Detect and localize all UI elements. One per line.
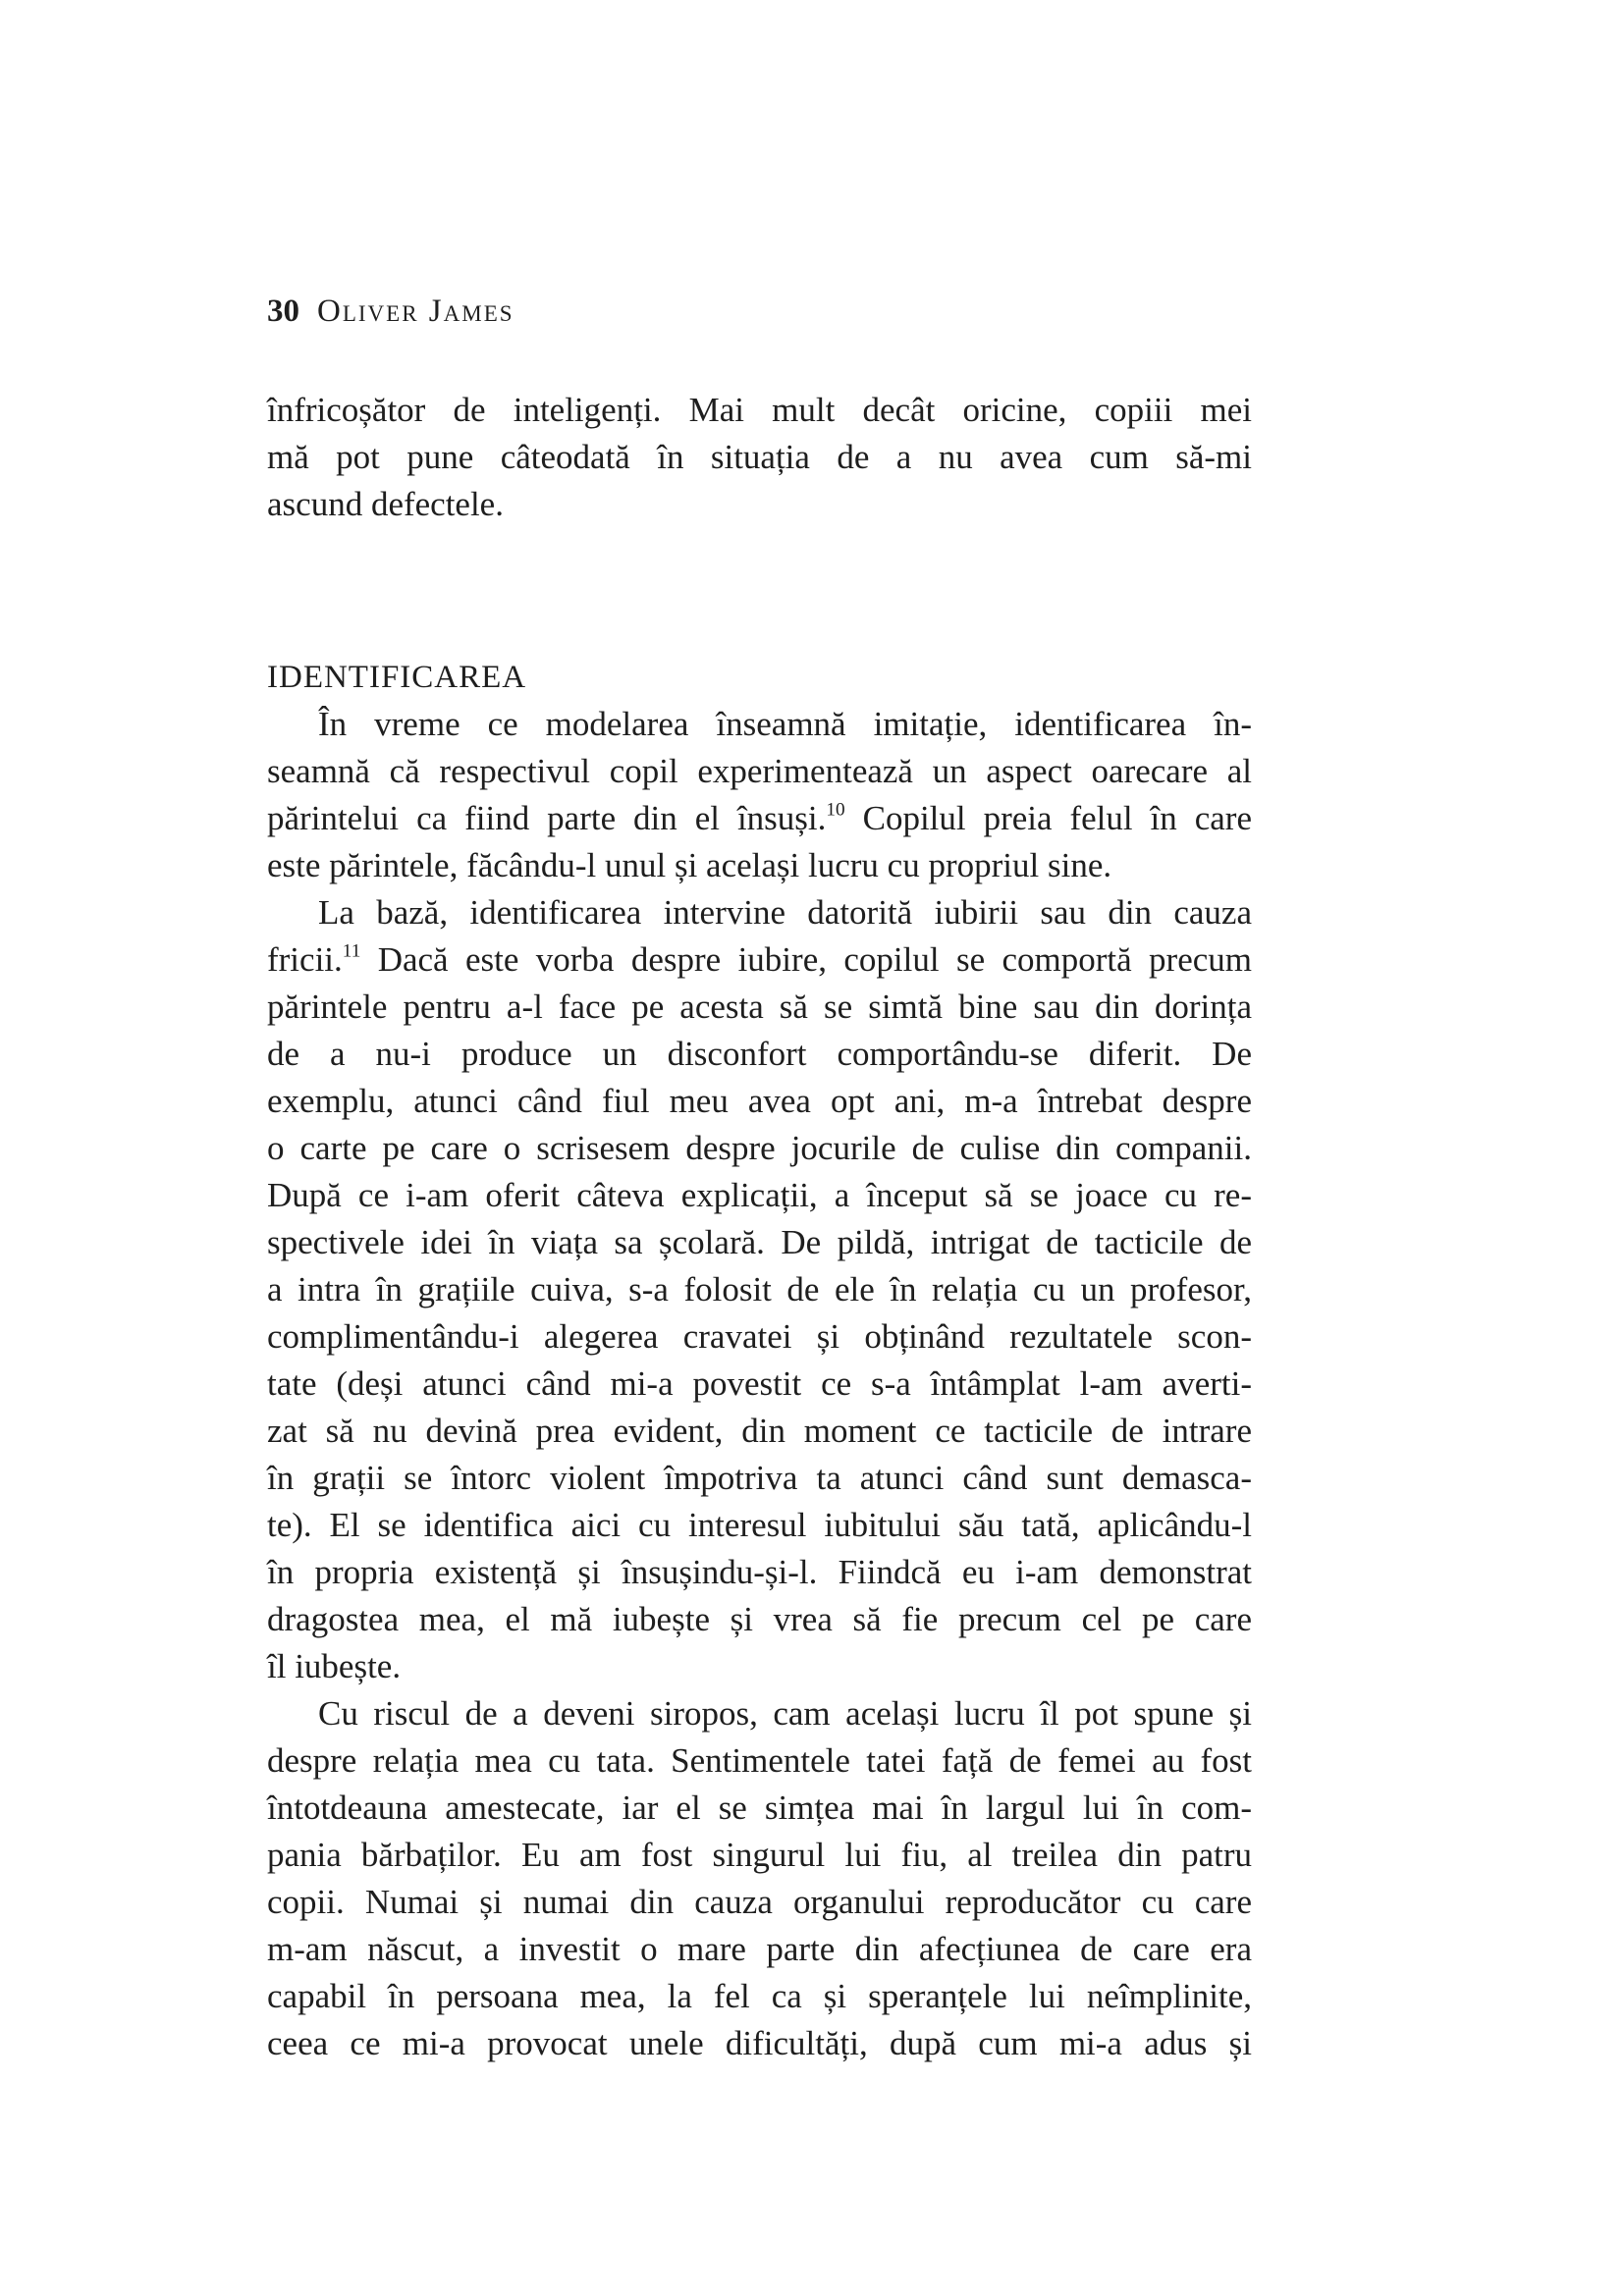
text-segment: Copilul preia felul în care [844,799,1252,837]
text-line: copii. Numai și numai din cauza organului reproducător cu care [267,1883,1252,1921]
text-line: spectivele idei în viața sa școlară. De pildă, intrigat de tacticile de [267,1223,1252,1261]
text-line: despre relația mea cu tata. Sentimentele tatei față de femei au fost [267,1741,1252,1780]
page-number: 30 [267,294,299,329]
text-line: După ce i-am oferit câteva explicații, a început să se joace cu re- [267,1176,1252,1214]
text-line: complimentându-i alegerea cravatei și obținând rezultatele scon- [267,1317,1252,1356]
text-line: de a nu-i produce un disconfort comportându-se diferit. De [267,1035,1252,1073]
book-page [267,0,1252,2296]
text-line: tate (deși atunci când mi-a povestit ce s-a întâmplat l-am averti- [267,1364,1252,1403]
text-line: m-am născut, a investit o mare parte din afecțiunea de care era [267,1930,1252,1968]
running-header [267,292,514,331]
text-line: dragostea mea, el mă iubește și vrea să fie precum cel pe care [267,1600,1252,1638]
text-line: în grații se întorc violent împotriva ta atunci când sunt demasca- [267,1459,1252,1497]
text-line: Cu riscul de a deveni siropos, cam același lucru îl pot spune și [318,1694,1252,1733]
text-line: capabil în persoana mea, la fel ca și speranțele lui neîmplinite, [267,1977,1252,2015]
text-line: este părintele, făcându-l unul și același lucru cu propriul sine. [267,846,1112,884]
text-line: ascund defectele. [267,485,504,523]
text-line: ceea ce mi-a provocat unele dificultăți, după cum mi-a adus și [267,2024,1252,2062]
text-line: a intra în grațiile cuiva, s-a folosit de ele în relația cu un profesor, [267,1270,1252,1308]
text-line: te). El se identifica aici cu interesul iubitului său tată, aplicându-l [267,1506,1252,1544]
section-identificarea [267,654,1252,2067]
text-line: exemplu, atunci când fiul meu avea opt ani, m-a întrebat despre [267,1082,1252,1120]
text-line [267,936,1252,984]
text-line: În vreme ce modelarea înseamnă imitație, identificarea în- [318,705,1252,743]
footnote-ref: 10 [826,799,845,821]
text-line: seamnă că respectivul copil experimentează un aspect oarecare al [267,752,1252,790]
intro-paragraph [267,387,1252,528]
text-line [267,795,1252,842]
text-line: îl iubește. [267,1647,402,1685]
text-segment: Dacă este vorba despre iubire, copilul se comportă precum [360,940,1252,979]
text-line: în propria existență și însușindu-și-l. Fiindcă eu i-am demonstrat [267,1553,1252,1591]
section-heading: IDENTIFICAREA [267,660,527,695]
footnote-ref: 11 [342,940,361,962]
text-segment: fricii. [267,940,343,979]
text-line: mă pot pune câteodată în situația de a nu avea cum să-mi [267,438,1252,476]
text-line: La bază, identificarea intervine datorită iubirii sau din cauza [318,893,1252,932]
text-line: întotdeauna amestecate, iar el se simțea mai în largul lui în com- [267,1789,1252,1827]
running-header-author: Oliver James [317,294,514,329]
text-line: o carte pe care o scrisesem despre jocurile de culise din companii. [267,1129,1252,1167]
text-line: zat să nu devină prea evident, din moment ce tacticile de intrare [267,1412,1252,1450]
text-segment: părintelui ca fiind parte din el însuși. [267,799,827,837]
text-line: părintele pentru a-l face pe acesta să se simtă bine sau din dorința [267,988,1252,1026]
text-line: pania bărbaților. Eu am fost singurul lui fiu, al treilea din patru [267,1836,1252,1874]
text-line: înfricoșător de inteligenți. Mai mult decât oricine, copiii mei [267,391,1252,429]
